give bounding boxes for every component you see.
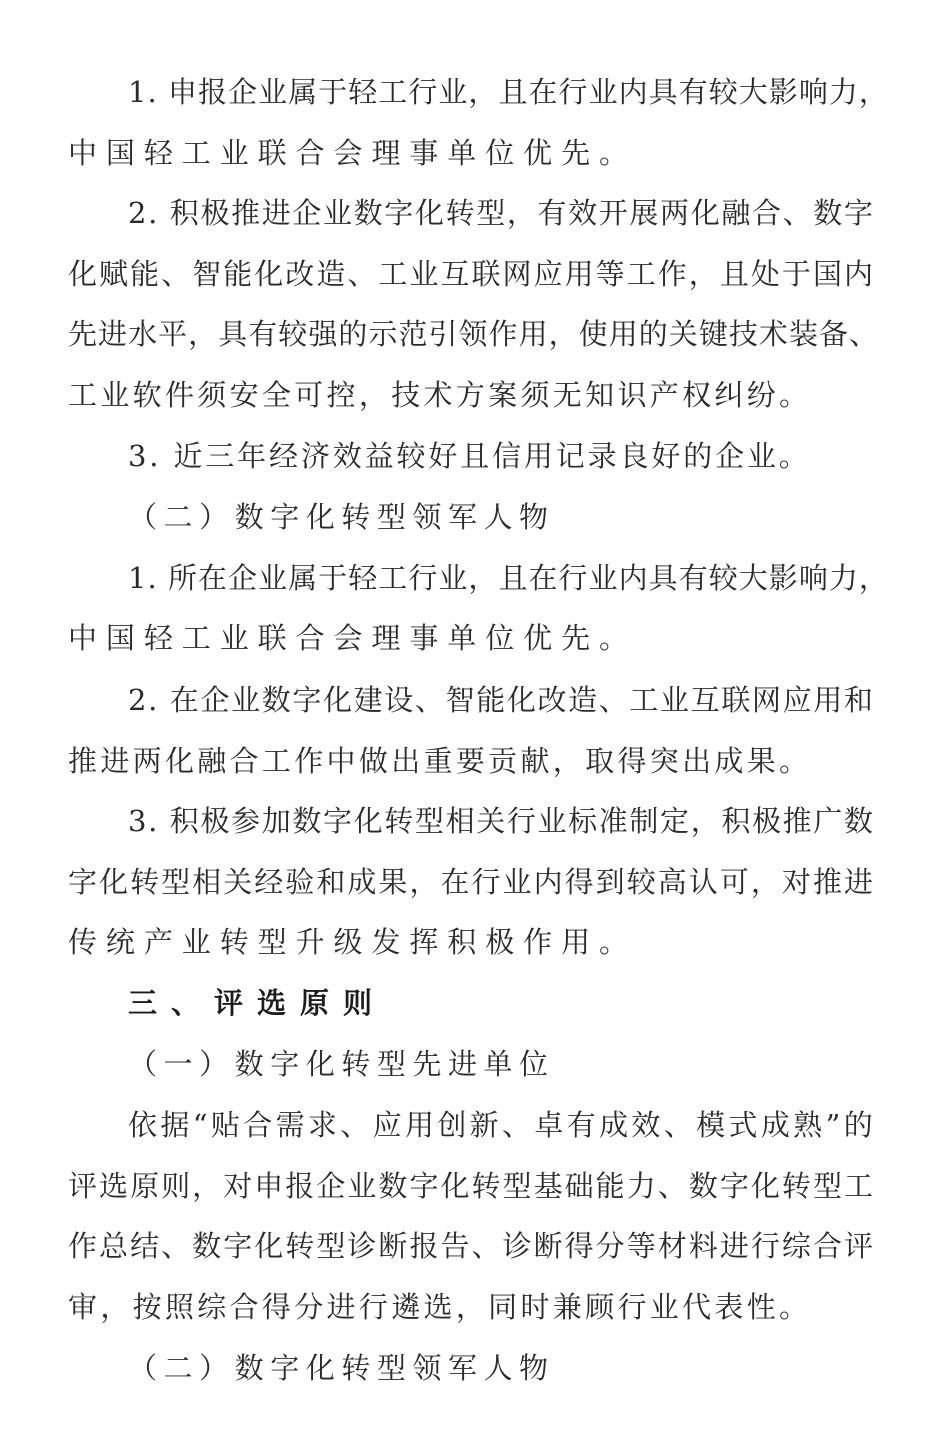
- criteria-1-2-line-1: 2. 积极推进企业数字化转型，有效开展两化融合、数字: [128, 196, 875, 230]
- section-heading-selection-principles: 三、评选原则: [128, 986, 387, 1020]
- criteria-1-1-line-1: 1. 申报企业属于轻工行业，且在行业内具有较大影响力，: [128, 75, 889, 109]
- criteria-1-2-line-4: 工业软件须安全可控，技术方案须无知识产权纠纷。: [68, 378, 812, 412]
- principle-1-line-4: 审，按照综合得分进行遴选，同时兼顾行业代表性。: [68, 1290, 812, 1324]
- principle-1-line-1: 依据“贴合需求、应用创新、卓有成效、模式成熟”的: [128, 1108, 877, 1142]
- criteria-2-2-line-2: 推进两化融合工作中做出重要贡献，取得突出成果。: [68, 744, 812, 778]
- subheading-leader-figure-2: （二）数字化转型领军人物: [128, 1351, 555, 1385]
- criteria-1-3-line-1: 3. 近三年经济效益较好且信用记录良好的企业。: [128, 439, 811, 473]
- criteria-2-1-line-2: 中国轻工业联合会理事单位优先。: [68, 621, 637, 655]
- criteria-2-3-line-3: 传统产业转型升级发挥积极作用。: [68, 925, 637, 959]
- criteria-2-3-line-1: 3. 积极参加数字化转型相关行业标准制定，积极推广数: [128, 804, 875, 838]
- principle-1-line-3: 作总结、数字化转型诊断报告、诊断得分等材料进行综合评: [68, 1229, 876, 1263]
- principle-1-line-2: 评选原则，对申报企业数字化转型基础能力、数字化转型工: [68, 1169, 876, 1203]
- criteria-2-1-line-1: 1. 所在企业属于轻工行业，且在行业内具有较大影响力，: [128, 561, 889, 595]
- criteria-1-2-line-2: 化赋能、智能化改造、工业互联网应用等工作，且处于国内: [68, 257, 876, 291]
- criteria-1-1-line-2: 中国轻工业联合会理事单位优先。: [68, 136, 637, 170]
- subheading-advanced-unit: （一）数字化转型先进单位: [128, 1047, 555, 1081]
- criteria-1-2-line-3: 先进水平，具有较强的示范引领作用，使用的关键技术装备、: [68, 317, 880, 351]
- criteria-2-2-line-1: 2. 在企业数字化建设、智能化改造、工业互联网应用和: [128, 683, 875, 717]
- subheading-leader-figure: （二）数字化转型领军人物: [128, 500, 555, 534]
- criteria-2-3-line-2: 字化转型相关经验和成果，在行业内得到较高认可，对推进: [68, 865, 876, 899]
